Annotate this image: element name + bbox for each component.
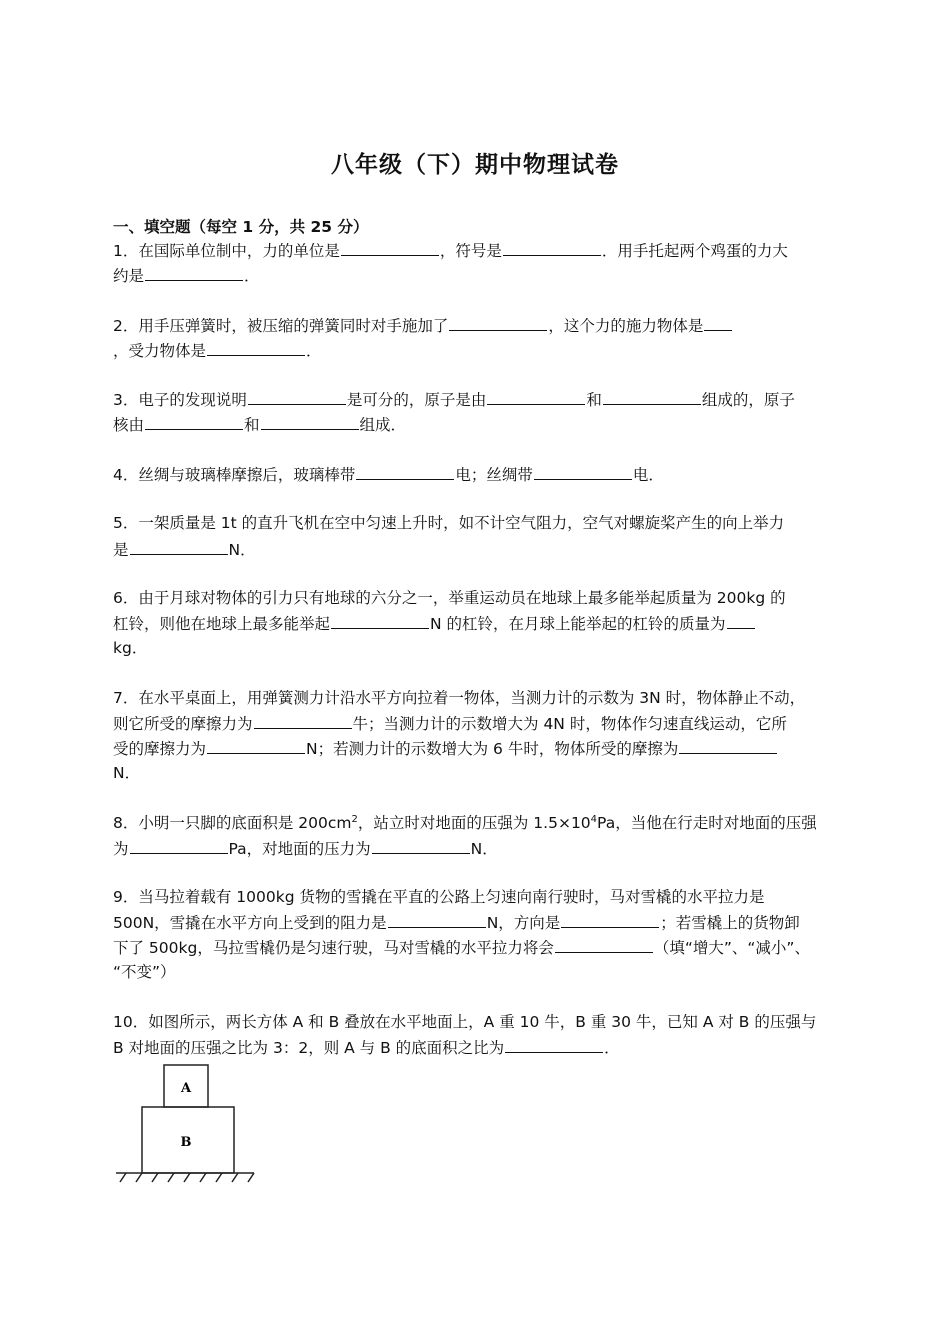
answer-blank[interactable]	[145, 413, 243, 430]
question-5-line-2: 是 N．	[113, 538, 256, 561]
answer-blank[interactable]	[727, 612, 755, 629]
answer-blank[interactable]	[207, 339, 305, 356]
answer-blank[interactable]	[372, 837, 470, 854]
question-10-line-2: B 对地面的压强之比为 3：2，则 A 与 B 的底面积之比为 ．	[113, 1036, 620, 1059]
answer-blank[interactable]	[679, 737, 777, 754]
question-9-line-1: 9．当马拉着载有 1000kg 货物的雪撬在平直的公路上匀速向南行驶时，马对雪橇的水平拉力是	[113, 888, 765, 906]
answer-blank[interactable]	[356, 463, 454, 480]
question-7-line-3: 受的摩擦力为 N；若测力计的示数增大为 6 牛时，物体所受的摩擦为	[113, 737, 778, 760]
question-8-line-1: 8．小明一只脚的底面积是 $200cm^2$，站立时对地面的压强为 $1.5\times 10^4Pa$，当他在行走时对地面的压强	[113, 813, 817, 832]
question-9-line-2: 500N，雪撬在水平方向上受到的阻力是 N，方向是 ；若雪橇上的货物卸	[113, 911, 800, 934]
answer-blank[interactable]	[555, 936, 653, 953]
answer-blank[interactable]	[261, 413, 359, 430]
question-7-line-1: 7．在水平桌面上，用弹簧测力计沿水平方向拉着一物体，当测力计的示数为 3N 时，物体静止不动，	[113, 689, 806, 707]
answer-blank[interactable]	[331, 612, 429, 629]
answer-blank[interactable]	[130, 538, 228, 555]
answer-blank[interactable]	[561, 911, 659, 928]
question-7-line-2: 则它所受的摩擦力为 牛；当测力计的示数增大为 4N 时，物体作匀速直线运动，它所	[113, 712, 787, 735]
question-2-line-1: 2．用手压弹簧时，被压缩的弹簧同时对手施加了 ，这个力的施力物体是	[113, 314, 733, 337]
question-4-line-1: 4．丝绸与玻璃棒摩擦后，玻璃棒带 电；丝绸带 电．	[113, 463, 664, 486]
question-3-line-2: 核由 和 组成．	[113, 413, 406, 436]
answer-blank[interactable]	[207, 737, 305, 754]
stacked-blocks-figure	[112, 1062, 262, 1186]
answer-blank[interactable]	[503, 239, 601, 256]
question-9-line-4: “不变”）	[113, 963, 176, 981]
answer-blank[interactable]	[248, 388, 346, 405]
question-2-line-2: ，受力物体是 ．	[113, 339, 322, 362]
answer-blank[interactable]	[388, 911, 486, 928]
ground-line	[116, 1173, 254, 1182]
question-6-line-1: 6．由于月球对物体的引力只有地球的六分之一，举重运动员在地球上最多能举起质量为 200kg 的	[113, 589, 786, 607]
question-1-line-1: 1．在国际单位制中，力的单位是 ，符号是 ．用手托起两个鸡蛋的力大	[113, 239, 788, 262]
answer-blank[interactable]	[341, 239, 439, 256]
question-3-line-1: 3．电子的发现说明 是可分的，原子是由 和 组成的，原子	[113, 388, 795, 411]
answer-blank[interactable]	[534, 463, 632, 480]
answer-blank[interactable]	[505, 1036, 603, 1053]
answer-blank[interactable]	[487, 388, 585, 405]
question-6-line-2: 杠铃，则他在地球上最多能举起 N 的杠铃，在月球上能举起的杠铃的质量为	[113, 612, 756, 635]
question-6-line-3: kg．	[113, 639, 148, 657]
question-9-line-3: 下了 500kg，马拉雪橇仍是匀速行驶，马对雪橇的水平拉力将会 （填“增大”、“减小”、	[113, 936, 810, 959]
answer-blank[interactable]	[449, 314, 547, 331]
question-10-line-1: 10．如图所示，两长方体 A 和 B 叠放在水平地面上，A 重 10 牛，B 重 30 牛，已知 A 对 B 的压强与	[113, 1013, 817, 1031]
section-heading: 一、填空题（每空 1 分，共 25 分）	[113, 218, 369, 236]
answer-blank[interactable]	[704, 314, 732, 331]
answer-blank[interactable]	[603, 388, 701, 405]
block-a-label: A	[180, 1081, 192, 1096]
question-1-line-2: 约是 ．	[113, 264, 260, 287]
answer-blank[interactable]	[145, 264, 243, 281]
question-7-line-4: N．	[113, 764, 141, 782]
answer-blank[interactable]	[254, 712, 352, 729]
question-5-line-1: 5．一架质量是 1t 的直升飞机在空中匀速上升时，如不计空气阻力，空气对螺旋桨产生的向上举力	[113, 514, 785, 532]
block-b-label: B	[180, 1135, 192, 1150]
answer-blank[interactable]	[130, 837, 228, 854]
question-8-line-2: 为 Pa，对地面的压力为 N．	[113, 837, 498, 860]
page-title: 八年级（下）期中物理试卷	[331, 152, 619, 178]
